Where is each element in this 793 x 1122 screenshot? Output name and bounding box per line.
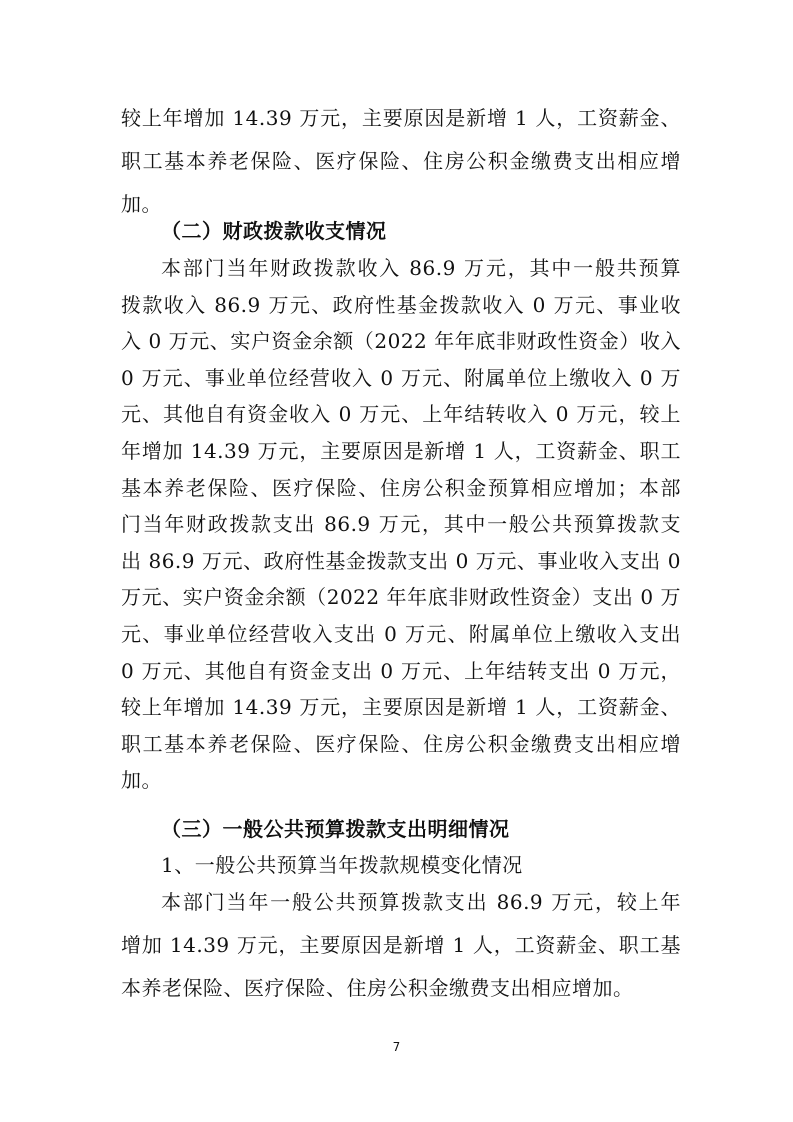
section-heading-3: （三）一般公共预算拨款支出明细情况 xyxy=(161,817,510,841)
paragraph-line: 万元、实户资金余额（2022 年年底非财政性资金）支出 0 万 xyxy=(121,585,681,609)
paragraph-line: 较上年增加 14.39 万元，主要原因是新增 1 人，工资薪金、 xyxy=(121,106,681,130)
paragraph-line: 职工基本养老保险、医疗保险、住房公积金缴费支出相应增 xyxy=(121,149,681,173)
paragraph-line: 本部门当年一般公共预算拨款支出 86.9 万元，较上年 xyxy=(161,890,681,914)
paragraph-line: 本养老保险、医疗保险、住房公积金缴费支出相应增加。 xyxy=(121,976,634,1000)
paragraph-line: 门当年财政拨款支出 86.9 万元，其中一般公共预算拨款支 xyxy=(121,512,681,536)
paragraph-line: 0 万元、其他自有资金支出 0 万元、上年结转支出 0 万元， xyxy=(121,659,681,683)
subsection-heading: 1、一般公共预算当年拨款规模变化情况 xyxy=(161,853,523,877)
paragraph-line: 加。 xyxy=(121,768,162,792)
page-number: 7 xyxy=(392,1040,401,1054)
paragraph-line: 加。 xyxy=(121,192,162,216)
paragraph-line: 元、其他自有资金收入 0 万元、上年结转收入 0 万元，较上 xyxy=(121,402,681,426)
paragraph-line: 基本养老保险、医疗保险、住房公积金预算相应增加；本部 xyxy=(121,476,681,500)
paragraph-line: 职工基本养老保险、医疗保险、住房公积金缴费支出相应增 xyxy=(121,732,681,756)
paragraph-line: 较上年增加 14.39 万元，主要原因是新增 1 人，工资薪金、 xyxy=(121,695,681,719)
paragraph-line: 入 0 万元、实户资金余额（2022 年年底非财政性资金）收入 xyxy=(121,329,681,353)
paragraph-line: 0 万元、事业单位经营收入 0 万元、附属单位上缴收入 0 万 xyxy=(121,366,681,390)
section-heading-2: （二）财政拨款收支情况 xyxy=(161,219,387,243)
paragraph-line: 增加 14.39 万元，主要原因是新增 1 人，工资薪金、职工基 xyxy=(121,933,681,957)
paragraph-line: 出 86.9 万元、政府性基金拨款支出 0 万元、事业收入支出 0 xyxy=(121,549,681,573)
paragraph-line: 年增加 14.39 万元，主要原因是新增 1 人，工资薪金、职工 xyxy=(121,439,681,463)
paragraph-line: 拨款收入 86.9 万元、政府性基金拨款收入 0 万元、事业收 xyxy=(121,293,681,317)
paragraph-line: 本部门当年财政拨款收入 86.9 万元，其中一般共预算 xyxy=(161,256,681,280)
paragraph-line: 元、事业单位经营收入支出 0 万元、附属单位上缴收入支出 xyxy=(121,622,681,646)
